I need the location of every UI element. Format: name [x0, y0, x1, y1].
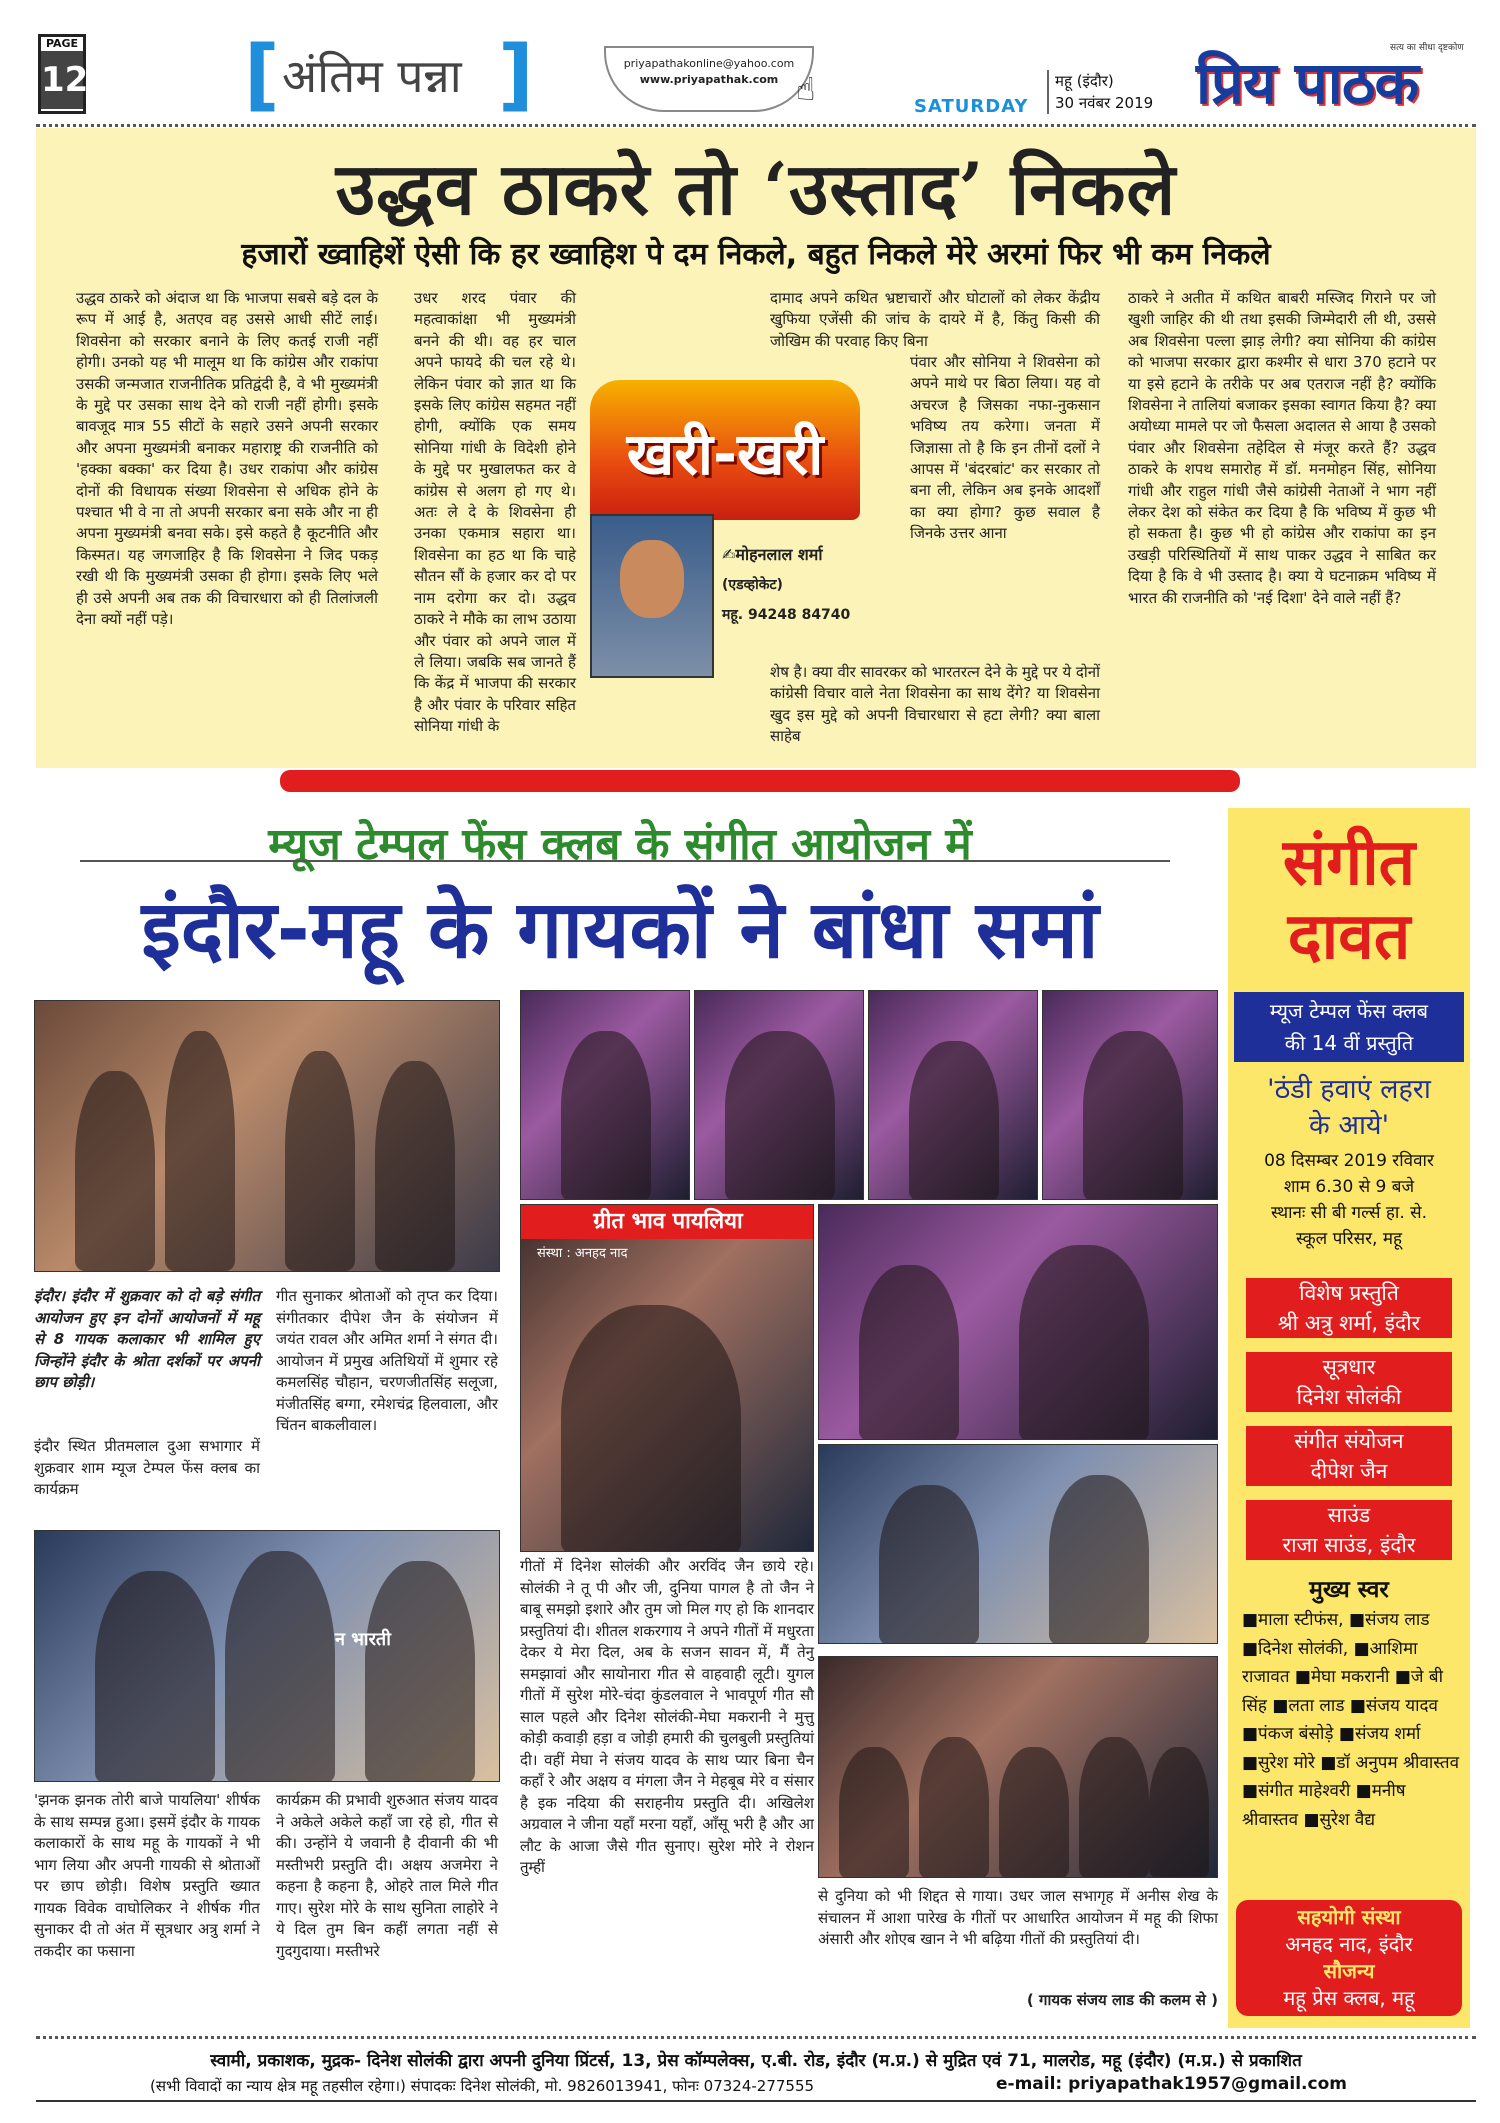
photo-lamp-lighting — [34, 1000, 500, 1272]
top-story-headline: उद्धव ठाकरे तो ‘उस्ताद’ निकले — [335, 146, 1177, 231]
sanyojan-label: संगीत संयोजन — [1294, 1429, 1404, 1453]
pointing-hand-icon: ☝ — [796, 70, 816, 108]
page-number: 12 — [41, 51, 83, 109]
event-info — [1228, 1148, 1470, 1252]
page-number-box — [38, 34, 89, 114]
sutradhar-label: सूत्रधार — [1322, 1355, 1376, 1379]
imprint-line: स्वामी, प्रकाशक, मुद्रक- दिनेश सोलंकी द्वारा अपनी दुनिया प्रिंटर्स, 13, प्रेस कॉम्पलेक्स, ए.बी. रोड, इंदौर (म.प्र.) से मुद्रित एवं 71, मालरोड, महू (इंदौर) (म.प्र.) से प्रकाशित — [210, 2051, 1302, 2071]
top-story-col-2: उधर शरद पंवार की महत्वाकांक्षा भी मुख्यमंत्री बनने की थी। वह हर चाल अपने फायदे की चल रहे थे। लेकिन पंवार को ज्ञात था कि इसके लिए कांग्रेस सहमत नहीं होगी, क्योंकि एक समय सोनिया गांधी के विदेशी होने के मुद्दे पर मुखालफत कर वे कांग्रेस से अलग हो गए थे। अतः ले दे के शिवसेना ही उनका एकमात्र सहारा था। शिवसेना का हठ था कि चाहे सौतन सौं के हजार कर दो पर नाम दरोगा कर दो। उद्धव ठाकरे ने मौके का लाभ उठाया और पंवार को अपने जाल में ले लिया। जबकि सब जानते हैं कि केंद्र में भाजपा की सरकार है और पंवार के परिवार सहित सोनिया गांधी के — [414, 289, 576, 736]
event-title-line-2: दावत — [1287, 900, 1411, 974]
club-line-2: की 14 वीं प्रस्तुति — [1284, 1031, 1414, 1055]
top-story-col-3-bottom: शेष है। क्या वीर सावरकर को भारतरत्न देने के मुद्दे पर ये दोनों कांग्रेसी विचार वाले नेता शिवसेना का साथ देंगे? या शिवसेना खुद इस मुद्दे को अपनी विचारधारा से हटा लेगी? क्या बाला साहेब — [770, 663, 1100, 746]
footer-rule — [36, 2100, 1476, 2102]
footer-email[interactable]: e-mail: priyapathak1957@gmail.com — [996, 2074, 1347, 2094]
photo-duet-2 — [818, 1444, 1218, 1644]
contact-email[interactable]: priyapathakonline@yahoo.com — [623, 57, 795, 70]
event-date: 08 दिसम्बर 2019 रविवार — [1264, 1151, 1434, 1171]
photo-banner: ग्रीत भाव पायलिया — [521, 1205, 814, 1239]
masthead-logo: प्रिय पाठक — [1196, 49, 1419, 117]
logo-tagline: सत्य का सीधा दृष्टकोण — [1390, 43, 1464, 53]
editor-line: (सभी विवादों का न्याय क्षेत्र महू तहसील रहेगा।) संपादकः दिनेश सोलंकी, मो. 9826013941, फोनः 07324-277555 — [150, 2077, 815, 2095]
column-badge: खरी-खरी — [626, 420, 824, 488]
sutradhar-box — [1246, 1352, 1452, 1412]
caption-lead-2: इंदौर स्थित प्रीतमलाल दुआ सभागार में शुक्रवार शाम म्यूज टेम्पल फेंस क्लब का कार्यक्रम — [34, 1437, 260, 1498]
contact-badge — [604, 46, 814, 112]
event-venue-2: स्कूल परिसर, महू — [1295, 1229, 1403, 1249]
page-label: PAGE — [41, 37, 83, 51]
vishesh-box — [1246, 1278, 1452, 1338]
kicker-underline — [80, 860, 1170, 862]
sanyojan-box — [1246, 1426, 1452, 1486]
sahyogi-box — [1236, 1900, 1462, 2016]
photo-singer-1 — [520, 990, 690, 1200]
section-separator-bar — [280, 770, 1240, 792]
event-title — [1228, 826, 1470, 974]
story-byline: ( गायक संजय लाड की कलम से ) — [1026, 1991, 1218, 2009]
dateline-date: 30 नवंबर 2019 — [1055, 94, 1154, 112]
vishesh-label: विशेष प्रस्तुति — [1299, 1281, 1399, 1305]
bracket-left-icon: [ — [244, 30, 280, 120]
bottom-col-3: गीतों में दिनेश सोलंकी और अरविंद जैन छाये रहे। सोलंकी ने तू पी और जी, दुनिया पागल है तो जैन ने बाबू समझो इशारे और तुम जो मिल गए हो कि शानदार प्रस्तुतियां दी। शीतल शकरगाय ने अपने गीतों में मधुरता देकर ये मेरा दिल, अब के सजन सावन में, मैं तेनु समझावां और सायोनारा गीत से वाहवाही लूटी। युगल गीतों में सुरेश मोरे-चंदा कुंडलवाल ने भावपूर्ण गीत सौ साल पहले और दिनेश सोलंकी-मेघा मकरानी ने मुत्तु कोड़ी कवाड़ी हड़ा व जोड़ी हमारी की चुलबुली प्रस्तुतियां दी। वहीं मेघा ने संजय यादव के साथ प्यार बिना चैन कहाँ रे और अक्षय व मंगला जैन ने मेहबूब मेरे व संसार है इक नदिया की सराहनीय प्रस्तुति दी। अखिलेश अग्रवाल ने जीना यहाँ मरना यहाँ, आँसू भरी है और आ लौट के आजा जैसे गीत सुनाए। सुरेश मोरे ने रोशन तुम्हीं — [520, 1557, 814, 1876]
sound-label: साउंड — [1327, 1503, 1371, 1527]
event-time: शाम 6.30 से 9 बजे — [1283, 1177, 1415, 1197]
bottom-col-4: से दुनिया को भी शिद्दत से गाया। उधर जाल सभागृह में अनीस शेख के संचालन में आशा पारेख के गीतों पर आधारित आयोजन में महू की शिफा अंसारी और शोएब खान ने भी बढ़िया गीतों की प्रस्तुतियां दी। — [818, 1887, 1218, 1948]
event-title-line-1: संगीत — [1282, 826, 1416, 900]
author-role: (एडव्होकेट) — [722, 577, 783, 593]
saujanya-label: सौजन्य — [1323, 1959, 1375, 1983]
sound-box — [1246, 1500, 1452, 1560]
caption-lead: इंदौर। इंदौर में शुक्रवार को दो बड़े संगीत आयोजन हुए इन दोनों आयोजनों में महू से 8 गायक कलाकार भी शामिल हुए जिन्होंने इंदौर के श्रोता दर्शकों पर अपनी छाप छोड़ी। — [34, 1287, 260, 1391]
photo-text-2: न भारती — [335, 1629, 391, 1650]
top-story-subhead: हजारों ख्वाहिशें ऐसी कि हर ख्वाहिश पे दम निकले, बहुत निकले मेरे अरमां फिर भी कम निकले — [241, 237, 1271, 272]
sahyogi-value: अनहद नाद, इंदौर — [1285, 1932, 1413, 1956]
header-divider — [36, 124, 1476, 127]
top-story-col-1: उद्धव ठाकरे को अंदाज था कि भाजपा सबसे बड़े दल के रूप में आई है, अतएव वह उससे आधी सीटें लाई। शिवसेना को सरकार बनाने के लिए कतई राजी नहीं होगी। उनको यह भी मालूम था कि कांग्रेस और राकांपा उसकी जन्मजात राजनीतिक प्रतिद्वंदी है, वे भी मुख्यमंत्री के मुद्दे पर उसका साथ देने को राजी नहीं होगी। इसके बावजूद मात्र 55 सीटों के सहारे उसने अपनी सरकार और अपना मुख्यमंत्री बनाकर महाराष्ट्र की राजनीति को 'हक्का बक्का' कर दिया है। उधर राकांपा और कांग्रेस दोनों की विधायक संख्या शिवसेना से अधिक होने के पश्चात भी वे ना तो अपनी सरकार बना सके और ना ही अपना मुख्यमंत्री बनवा सके। इसे कहते है कूटनीति और किस्मत। यह जगजाहिर है कि शिवसेना ने जिद पकड़ रखी थी कि मुख्यमंत्री उसका ही होगा। इसके लिए भले ही उसे अपनी अब तक की विचारधारा को ही तिलांजली देना क्यों नहीं पड़े। — [76, 289, 378, 629]
event-sidebar — [1228, 808, 1470, 2028]
photo-guests-group — [34, 1530, 500, 1782]
sutradhar-value: दिनेश सोलंकी — [1296, 1385, 1402, 1409]
main-voices-list: ■माला स्टीफंस, ■संजय लाड ■दिनेश सोलंकी, ■आशिमा राजावत ■मेघा मकरानी ■जे बी सिंह ■लता लाड ■संजय यादव ■पंकज बंसोड़े ■संजय शर्मा ■सुरेश मोरे ■डॉ अनुपम श्रीवास्तव ■संगीत माहेश्वरी ■मनीष श्रीवास्तव ■सुरेश वैद्य — [1242, 1610, 1460, 1830]
contact-website[interactable]: www.priyapathak.com — [639, 73, 779, 86]
author-face — [620, 540, 684, 618]
song-line-2: के आये' — [1309, 1110, 1389, 1141]
song-line-1: 'ठंडी हवाएं लहरा — [1267, 1074, 1431, 1105]
sound-value: राजा साउंड, इंदौर — [1282, 1533, 1416, 1557]
event-venue-1: स्थानः सी बी गर्ल्स हा. से. — [1270, 1203, 1428, 1223]
bottom-col-1: 'झनक झनक तोरी बाजे पायलिया' शीर्षक के साथ सम्पन्न हुआ। इसमें इंदौर के गायक कलाकारों के साथ महू के गायकों ने भी भाग लिया और अपनी गायकी से श्रोताओं पर छाप छोड़ी। विशेष प्रस्तुति ख्यात गायक विवेक वाघोलिकर ने शीर्षक गीत सुनाकर दी तो अंत में सूत्रधार अत्रु शर्मा ने तकदीर का फसाना — [34, 1791, 260, 1960]
music-headline: इंदौर-महू के गायकों ने बांधा समां — [141, 883, 1099, 976]
event-song — [1228, 1072, 1470, 1144]
bracket-right-icon: ] — [498, 30, 534, 120]
author-block — [722, 540, 850, 630]
sahyogi-label: सहयोगी संस्था — [1297, 1905, 1401, 1929]
section-title: अंतिम पन्ना — [282, 49, 462, 103]
vishesh-value: श्री अत्रु शर्मा, इंदौर — [1277, 1311, 1421, 1335]
sanyojan-value: दीपेश जैन — [1310, 1459, 1388, 1483]
photo-singer-stage — [520, 1204, 814, 1552]
club-box — [1234, 992, 1464, 1062]
dateline-place: महू (इंदौर) — [1055, 72, 1114, 90]
bottom-col-2: कार्यक्रम की प्रभावी शुरुआत संजय यादव ने अकेले अकेले कहाँ जा रहे हो, गीत से की। उन्होंने ये जवानी है दीवानी की भी मस्तीभरी प्रस्तुति दी। अक्षय अजमेरा ने कहना है कहना है, ओहरे ताल मिले गीत गाए। सुरेश मोरे के साथ सुनिता लाहोरे ने ये दिल तुम बिन कहीं लगता नहीं से गुदगुदाया। मस्तीभरे — [276, 1791, 498, 1960]
author-name: ✍मोहनलाल शर्मा — [722, 545, 823, 564]
top-story-col-3-mid: पंवार और सोनिया ने शिवसेना को अपने माथे पर बिठा लिया। यह वो अचरज है जिसका नफा-नुकसान भविष्य तय करेगा। जनता में जिज्ञासा तो है कि इन तीनों दलों ने आपस में 'बंदरबांट' कर सरकार तो बना ली, लेकिन अब इनके आदर्शों का क्या होगा? कुछ सवाल है जिनके उत्तर आना — [910, 353, 1100, 543]
top-story-col-4: ठाकरे ने अतीत में कथित बाबरी मस्जिद गिराने पर जो खुशी जाहिर की थी तथा इसकी जिम्मेदारी ली थी, उससे अब शिवसेना पल्ला झाड़ लेगी? क्या सोनिया की कांग्रेस को भाजपा सरकार द्वारा कश्मीर से धारा 370 हटाने पर या इसे हटाने के तरीके पर अब एतराज नहीं है? क्योंकि शिवसेना ने तालियां बजाकर इसका स्वागत किया है? क्या अयोध्या मामले पर जो फैसला अदालत से आया है उसको पंवार और शिवसेना तहेदिल से मंजूर करते हैं? उद्धव ठाकरे के शपथ समारोह में डॉ. मनमोहन सिंह, सोनिया गांधी और राहुल गांधी जैसे कांग्रेसी नेताओं ने भाग नहीं लेकर देश को संकेत कर दिया है कि भविष्य में कुछ भी हो सकता है। कुछ भी हो कांग्रेस और राकांपा का इन उखड़ी परिस्थितियों में साथ पाकर उद्धव ने साबित कर दिया है कि वे भी उस्ताद है। क्या ये घटनाक्रम भविष्य में भारत की राजनीति को 'नई दिशा' देने वाले नहीं हैं? — [1128, 289, 1436, 607]
club-line-1: म्यूज टेम्पल फेंस क्लब — [1269, 999, 1429, 1023]
photo-sub: संस्था : अनहद नाद — [537, 1246, 628, 1261]
weekday: SATURDAY — [914, 96, 1029, 117]
photo-singer-3 — [868, 990, 1038, 1200]
photo-duet-singers — [818, 1204, 1218, 1440]
dateline — [1047, 70, 1153, 114]
photo-singer-4 — [1042, 990, 1218, 1200]
photo-singer-2 — [694, 990, 864, 1200]
top-story-col-3-top: दामाद अपने कथित भ्रष्टाचारों और घोटालों को लेकर केंद्रीय खुफिया एजेंसी की जांच के दायरे में है, किंतु किसी की जोखिम की परवाह किए बिना — [770, 289, 1100, 350]
music-kicker: म्यूज टेम्पल फेंस क्लब के संगीत आयोजन में — [268, 819, 972, 870]
author-phone: महू. 94248 84740 — [722, 607, 851, 623]
photo-audience — [818, 1656, 1218, 1878]
main-voices-label: मुख्य स्वर — [1309, 1577, 1389, 1603]
saujanya-value: महू प्रेस क्लब, महू — [1283, 1986, 1415, 2010]
footer-divider — [36, 2036, 1476, 2039]
caption-col-2: गीत सुनाकर श्रोताओं को तृप्त कर दिया। संगीतकार दीपेश जैन के संयोजन में जयंत रावल और अमित शर्मा ने संगत दी। आयोजन में प्रमुख अतिथियों में शुमार रहे कमलसिंह चौहान, चरणजीतसिंह सलूजा, मंजीतसिंह बग्गा, रमेशचंद्र हिलवाला, और चिंतन बाकलीवाल। — [276, 1287, 498, 1434]
